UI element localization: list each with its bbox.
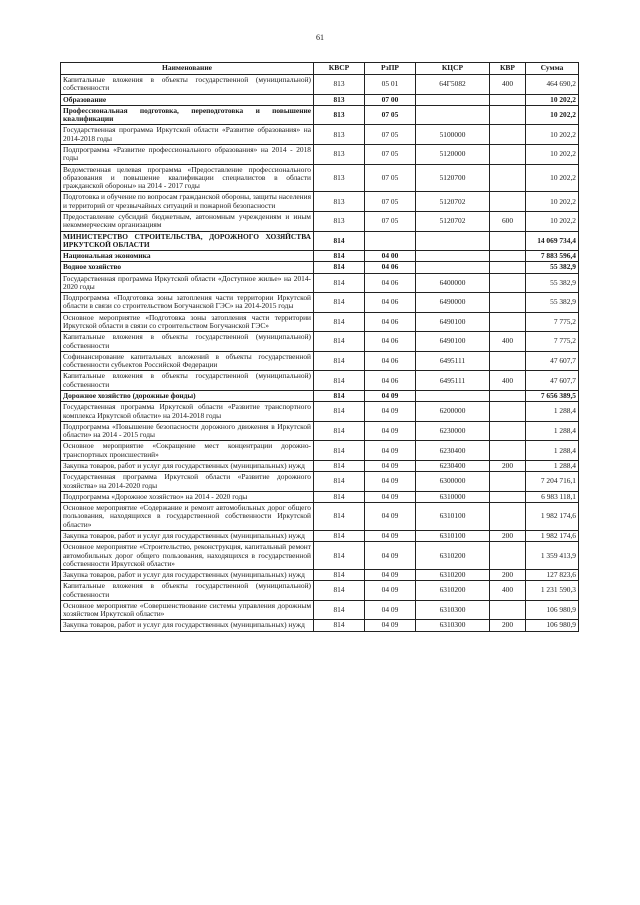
cell-kvsr: 814 bbox=[314, 620, 365, 631]
cell-sum: 10 202,2 bbox=[526, 164, 579, 192]
cell-kvr bbox=[490, 542, 526, 570]
cell-kcsr bbox=[416, 105, 490, 125]
cell-kvsr: 814 bbox=[314, 491, 365, 502]
cell-rzpr: 04 09 bbox=[365, 460, 416, 471]
cell-name: Образование bbox=[61, 94, 314, 105]
cell-name: Капитальные вложения в объекты государственной (муниципальной) собственности bbox=[61, 581, 314, 601]
table-row bbox=[61, 251, 579, 262]
table-row bbox=[61, 164, 579, 192]
cell-name: Софинансирование капитальных вложений в объекты государственной собственности субъектов Российской Федерации bbox=[61, 351, 314, 371]
cell-kvsr: 814 bbox=[314, 503, 365, 531]
table-row bbox=[61, 273, 579, 293]
table-row bbox=[61, 472, 579, 492]
cell-sum: 10 202,2 bbox=[526, 192, 579, 212]
cell-sum: 55 382,9 bbox=[526, 273, 579, 293]
cell-rzpr: 04 09 bbox=[365, 620, 416, 631]
cell-rzpr: 07 05 bbox=[365, 105, 416, 125]
cell-rzpr: 04 06 bbox=[365, 262, 416, 273]
cell-rzpr: 04 09 bbox=[365, 472, 416, 492]
cell-name: Капитальные вложения в объекты государственной (муниципальной) собственности bbox=[61, 75, 314, 95]
cell-kcsr: 64Г5082 bbox=[416, 75, 490, 95]
cell-rzpr: 04 06 bbox=[365, 273, 416, 293]
cell-sum: 10 202,2 bbox=[526, 125, 579, 145]
cell-kcsr: 6490100 bbox=[416, 332, 490, 352]
cell-kvsr: 814 bbox=[314, 312, 365, 332]
cell-kcsr: 6310200 bbox=[416, 581, 490, 601]
cell-sum: 6 983 118,1 bbox=[526, 491, 579, 502]
table-row bbox=[61, 441, 579, 461]
cell-kcsr: 5120700 bbox=[416, 164, 490, 192]
cell-rzpr: 07 05 bbox=[365, 125, 416, 145]
cell-kvr bbox=[490, 441, 526, 461]
cell-name: Капитальные вложения в объекты государственной (муниципальной) собственности bbox=[61, 332, 314, 352]
table-row bbox=[61, 351, 579, 371]
cell-name: Предоставление субсидий бюджетным, автономным учреждениям и иным некоммерческим организациям bbox=[61, 211, 314, 231]
cell-rzpr: 04 06 bbox=[365, 351, 416, 371]
cell-kvr: 400 bbox=[490, 581, 526, 601]
cell-sum: 7 883 596,4 bbox=[526, 251, 579, 262]
cell-kvr bbox=[490, 312, 526, 332]
cell-kcsr: 5120000 bbox=[416, 144, 490, 164]
cell-sum: 55 382,9 bbox=[526, 262, 579, 273]
cell-kvr bbox=[490, 164, 526, 192]
cell-sum: 10 202,2 bbox=[526, 144, 579, 164]
cell-kcsr: 6400000 bbox=[416, 273, 490, 293]
table-row bbox=[61, 581, 579, 601]
cell-rzpr: 07 05 bbox=[365, 211, 416, 231]
table-row bbox=[61, 211, 579, 231]
cell-rzpr: 04 09 bbox=[365, 600, 416, 620]
cell-name: Дорожное хозяйство (дорожные фонды) bbox=[61, 391, 314, 402]
table-row bbox=[61, 503, 579, 531]
cell-sum: 47 607,7 bbox=[526, 351, 579, 371]
cell-kcsr: 6230400 bbox=[416, 441, 490, 461]
table-row bbox=[61, 231, 579, 251]
cell-rzpr: 07 05 bbox=[365, 192, 416, 212]
cell-kvsr: 814 bbox=[314, 530, 365, 541]
table-row bbox=[61, 94, 579, 105]
cell-sum: 464 690,2 bbox=[526, 75, 579, 95]
table-row bbox=[61, 570, 579, 581]
cell-rzpr: 04 09 bbox=[365, 542, 416, 570]
table-row bbox=[61, 75, 579, 95]
cell-sum: 106 980,9 bbox=[526, 620, 579, 631]
table-row bbox=[61, 402, 579, 422]
cell-kvr bbox=[490, 402, 526, 422]
header-name: Наименование bbox=[61, 63, 314, 75]
table-row bbox=[61, 125, 579, 145]
table-row bbox=[61, 293, 579, 313]
cell-rzpr: 04 09 bbox=[365, 491, 416, 502]
cell-name: Основное мероприятие «Совершенствование системы управления дорожным хозяйством Иркутской области» bbox=[61, 600, 314, 620]
cell-kvr: 400 bbox=[490, 371, 526, 391]
cell-kvr: 400 bbox=[490, 332, 526, 352]
table-row bbox=[61, 144, 579, 164]
cell-kcsr: 6310000 bbox=[416, 491, 490, 502]
cell-rzpr: 04 09 bbox=[365, 570, 416, 581]
cell-rzpr: 04 09 bbox=[365, 581, 416, 601]
table-row bbox=[61, 192, 579, 212]
cell-kcsr: 6310300 bbox=[416, 620, 490, 631]
cell-sum: 127 823,6 bbox=[526, 570, 579, 581]
cell-kvsr: 814 bbox=[314, 460, 365, 471]
cell-name: Национальная экономика bbox=[61, 251, 314, 262]
cell-kcsr: 6490100 bbox=[416, 312, 490, 332]
table-row bbox=[61, 262, 579, 273]
cell-kvsr: 814 bbox=[314, 600, 365, 620]
cell-kvr: 200 bbox=[490, 530, 526, 541]
cell-kvsr: 814 bbox=[314, 421, 365, 441]
cell-kcsr bbox=[416, 262, 490, 273]
cell-sum: 106 980,9 bbox=[526, 600, 579, 620]
cell-kvr bbox=[490, 94, 526, 105]
page-number: 61 bbox=[316, 33, 324, 42]
cell-kvsr: 814 bbox=[314, 231, 365, 251]
cell-kcsr bbox=[416, 391, 490, 402]
cell-kvsr: 814 bbox=[314, 351, 365, 371]
cell-rzpr: 07 05 bbox=[365, 164, 416, 192]
cell-sum: 14 069 734,4 bbox=[526, 231, 579, 251]
cell-kvr bbox=[490, 273, 526, 293]
cell-kvsr: 814 bbox=[314, 251, 365, 262]
cell-name: Подготовка и обучение по вопросам гражданской обороны, защиты населения и территорий от чрезвычайных ситуаций и пожарной безопасности bbox=[61, 192, 314, 212]
cell-kvsr: 813 bbox=[314, 94, 365, 105]
cell-kcsr: 6310300 bbox=[416, 600, 490, 620]
cell-kvr bbox=[490, 351, 526, 371]
cell-kcsr bbox=[416, 251, 490, 262]
cell-sum: 7 775,2 bbox=[526, 312, 579, 332]
cell-name: Закупка товаров, работ и услуг для государственных (муниципальных) нужд bbox=[61, 460, 314, 471]
cell-kvr bbox=[490, 472, 526, 492]
cell-name: Ведомственная целевая программа «Предоставление профессионального образования и повышение квалификации специалистов в области гражданской обороны» на 2014 - 2017 годы bbox=[61, 164, 314, 192]
cell-name: Подпрограмма «Развитие профессионального образования» на 2014 - 2018 годы bbox=[61, 144, 314, 164]
cell-kvr bbox=[490, 192, 526, 212]
cell-kvr: 400 bbox=[490, 75, 526, 95]
cell-kvsr: 813 bbox=[314, 105, 365, 125]
cell-rzpr: 04 09 bbox=[365, 503, 416, 531]
cell-name: Государственная программа Иркутской области «Доступное жилье» на 2014-2020 годы bbox=[61, 273, 314, 293]
cell-sum: 10 202,2 bbox=[526, 105, 579, 125]
cell-rzpr: 07 05 bbox=[365, 144, 416, 164]
cell-kvsr: 814 bbox=[314, 402, 365, 422]
cell-kcsr bbox=[416, 94, 490, 105]
cell-rzpr: 04 09 bbox=[365, 530, 416, 541]
table-row bbox=[61, 491, 579, 502]
cell-rzpr bbox=[365, 231, 416, 251]
cell-kcsr: 5120702 bbox=[416, 192, 490, 212]
cell-kvsr: 814 bbox=[314, 262, 365, 273]
table-row bbox=[61, 105, 579, 125]
cell-rzpr: 07 00 bbox=[365, 94, 416, 105]
cell-rzpr: 04 09 bbox=[365, 441, 416, 461]
cell-kcsr: 6300000 bbox=[416, 472, 490, 492]
cell-rzpr: 04 06 bbox=[365, 293, 416, 313]
cell-kvr: 200 bbox=[490, 460, 526, 471]
header-kvr: КВР bbox=[490, 63, 526, 75]
cell-kvr bbox=[490, 231, 526, 251]
cell-name: Государственная программа Иркутской области «Развитие транспортного комплекса Иркутской области» на 2014-2018 годы bbox=[61, 402, 314, 422]
cell-kcsr: 6310100 bbox=[416, 530, 490, 541]
cell-name: Подпрограмма «Дорожное хозяйство» на 2014 - 2020 годы bbox=[61, 491, 314, 502]
cell-kvr bbox=[490, 293, 526, 313]
table-row bbox=[61, 620, 579, 631]
cell-kvsr: 814 bbox=[314, 441, 365, 461]
cell-name: Основное мероприятие «Содержание и ремонт автомобильных дорог общего пользования, находящихся в государственной собственности Иркутской области» bbox=[61, 503, 314, 531]
cell-kvr bbox=[490, 421, 526, 441]
cell-kvsr: 814 bbox=[314, 371, 365, 391]
header-kvsr: КВСР bbox=[314, 63, 365, 75]
cell-kvr bbox=[490, 105, 526, 125]
cell-kvsr: 813 bbox=[314, 192, 365, 212]
cell-kcsr: 6490000 bbox=[416, 293, 490, 313]
cell-rzpr: 04 06 bbox=[365, 312, 416, 332]
cell-rzpr: 04 06 bbox=[365, 332, 416, 352]
cell-kvr: 600 bbox=[490, 211, 526, 231]
cell-sum: 47 607,7 bbox=[526, 371, 579, 391]
cell-kvr: 200 bbox=[490, 620, 526, 631]
cell-name: Закупка товаров, работ и услуг для государственных (муниципальных) нужд bbox=[61, 620, 314, 631]
cell-kvr bbox=[490, 125, 526, 145]
table-row bbox=[61, 542, 579, 570]
cell-name: Капитальные вложения в объекты государственной (муниципальной) собственности bbox=[61, 371, 314, 391]
cell-kvr: 200 bbox=[490, 570, 526, 581]
cell-rzpr: 04 09 bbox=[365, 421, 416, 441]
cell-kvsr: 814 bbox=[314, 570, 365, 581]
cell-kvr bbox=[490, 391, 526, 402]
cell-rzpr: 05 01 bbox=[365, 75, 416, 95]
cell-name: Профессиональная подготовка, переподготовка и повышение квалификации bbox=[61, 105, 314, 125]
cell-name: Закупка товаров, работ и услуг для государственных (муниципальных) нужд bbox=[61, 570, 314, 581]
cell-rzpr: 04 09 bbox=[365, 402, 416, 422]
cell-kcsr: 6310200 bbox=[416, 542, 490, 570]
cell-kcsr: 5100000 bbox=[416, 125, 490, 145]
cell-sum: 1 288,4 bbox=[526, 402, 579, 422]
cell-name: Водное хозяйство bbox=[61, 262, 314, 273]
cell-kvr bbox=[490, 144, 526, 164]
cell-name: Подпрограмма «Повышение безопасности дорожного движения в Иркутской области» на 2014 - 2015 годы bbox=[61, 421, 314, 441]
header-sum: Сумма bbox=[526, 63, 579, 75]
cell-kcsr: 6495111 bbox=[416, 371, 490, 391]
cell-kcsr: 6200000 bbox=[416, 402, 490, 422]
cell-name: МИНИСТЕРСТВО СТРОИТЕЛЬСТВА, ДОРОЖНОГО ХОЗЯЙСТВА ИРКУТСКОЙ ОБЛАСТИ bbox=[61, 231, 314, 251]
cell-sum: 1 288,4 bbox=[526, 460, 579, 471]
table-row bbox=[61, 371, 579, 391]
header-rzpr: РзПР bbox=[365, 63, 416, 75]
cell-rzpr: 04 09 bbox=[365, 391, 416, 402]
cell-kvr bbox=[490, 251, 526, 262]
cell-sum: 1 982 174,6 bbox=[526, 503, 579, 531]
table-header-row bbox=[61, 63, 579, 75]
cell-sum: 1 359 413,9 bbox=[526, 542, 579, 570]
cell-kvsr: 813 bbox=[314, 75, 365, 95]
cell-kcsr: 6310200 bbox=[416, 570, 490, 581]
cell-kcsr: 5120702 bbox=[416, 211, 490, 231]
cell-kvsr: 813 bbox=[314, 144, 365, 164]
cell-kvsr: 814 bbox=[314, 542, 365, 570]
cell-sum: 7 204 716,1 bbox=[526, 472, 579, 492]
table-row bbox=[61, 421, 579, 441]
cell-name: Основное мероприятие «Строительство, реконструкция, капитальный ремонт автомобильных дорог общего пользования, находящихся в государственной собственности Иркутской области» bbox=[61, 542, 314, 570]
cell-sum: 7 656 389,5 bbox=[526, 391, 579, 402]
cell-sum: 10 202,2 bbox=[526, 211, 579, 231]
cell-sum: 10 202,2 bbox=[526, 94, 579, 105]
table-body bbox=[61, 75, 579, 632]
cell-kvsr: 814 bbox=[314, 293, 365, 313]
cell-sum: 55 382,9 bbox=[526, 293, 579, 313]
cell-kvsr: 814 bbox=[314, 273, 365, 293]
cell-kvsr: 813 bbox=[314, 211, 365, 231]
cell-rzpr: 04 00 bbox=[365, 251, 416, 262]
table-row bbox=[61, 332, 579, 352]
cell-kcsr: 6310100 bbox=[416, 503, 490, 531]
cell-name: Государственная программа Иркутской области «Развитие дорожного хозяйства» на 2014-2020 годы bbox=[61, 472, 314, 492]
cell-sum: 7 775,2 bbox=[526, 332, 579, 352]
cell-kcsr: 6230000 bbox=[416, 421, 490, 441]
cell-name: Основное мероприятие «Подготовка зоны затопления части территории Иркутской области в связи со строительством Богучанской ГЭС» bbox=[61, 312, 314, 332]
cell-kvsr: 814 bbox=[314, 581, 365, 601]
cell-sum: 1 231 590,3 bbox=[526, 581, 579, 601]
cell-name: Государственная программа Иркутской области «Развитие образования» на 2014-2018 годы bbox=[61, 125, 314, 145]
cell-kvsr: 813 bbox=[314, 164, 365, 192]
cell-kvsr: 814 bbox=[314, 332, 365, 352]
cell-sum: 1 288,4 bbox=[526, 441, 579, 461]
cell-kcsr: 6495111 bbox=[416, 351, 490, 371]
header-kcsr: КЦСР bbox=[416, 63, 490, 75]
table-row bbox=[61, 460, 579, 471]
table-row bbox=[61, 391, 579, 402]
cell-kvr bbox=[490, 262, 526, 273]
cell-kvr bbox=[490, 503, 526, 531]
cell-kvr bbox=[490, 600, 526, 620]
cell-kvr bbox=[490, 491, 526, 502]
cell-sum: 1 982 174,6 bbox=[526, 530, 579, 541]
table-row bbox=[61, 600, 579, 620]
cell-sum: 1 288,4 bbox=[526, 421, 579, 441]
cell-name: Закупка товаров, работ и услуг для государственных (муниципальных) нужд bbox=[61, 530, 314, 541]
table-row bbox=[61, 312, 579, 332]
cell-kvsr: 814 bbox=[314, 391, 365, 402]
cell-kcsr: 6230400 bbox=[416, 460, 490, 471]
cell-kvsr: 813 bbox=[314, 125, 365, 145]
cell-kcsr bbox=[416, 231, 490, 251]
cell-name: Основное мероприятие «Сокращение мест концентрации дорожно-транспортных происшествий» bbox=[61, 441, 314, 461]
cell-rzpr: 04 06 bbox=[365, 371, 416, 391]
budget-table bbox=[60, 62, 579, 632]
cell-kvsr: 814 bbox=[314, 472, 365, 492]
table-row bbox=[61, 530, 579, 541]
cell-name: Подпрограмма «Подготовка зоны затопления части территории Иркутской области в связи со строительством Богучанской ГЭС» на 2014-2015 годы bbox=[61, 293, 314, 313]
